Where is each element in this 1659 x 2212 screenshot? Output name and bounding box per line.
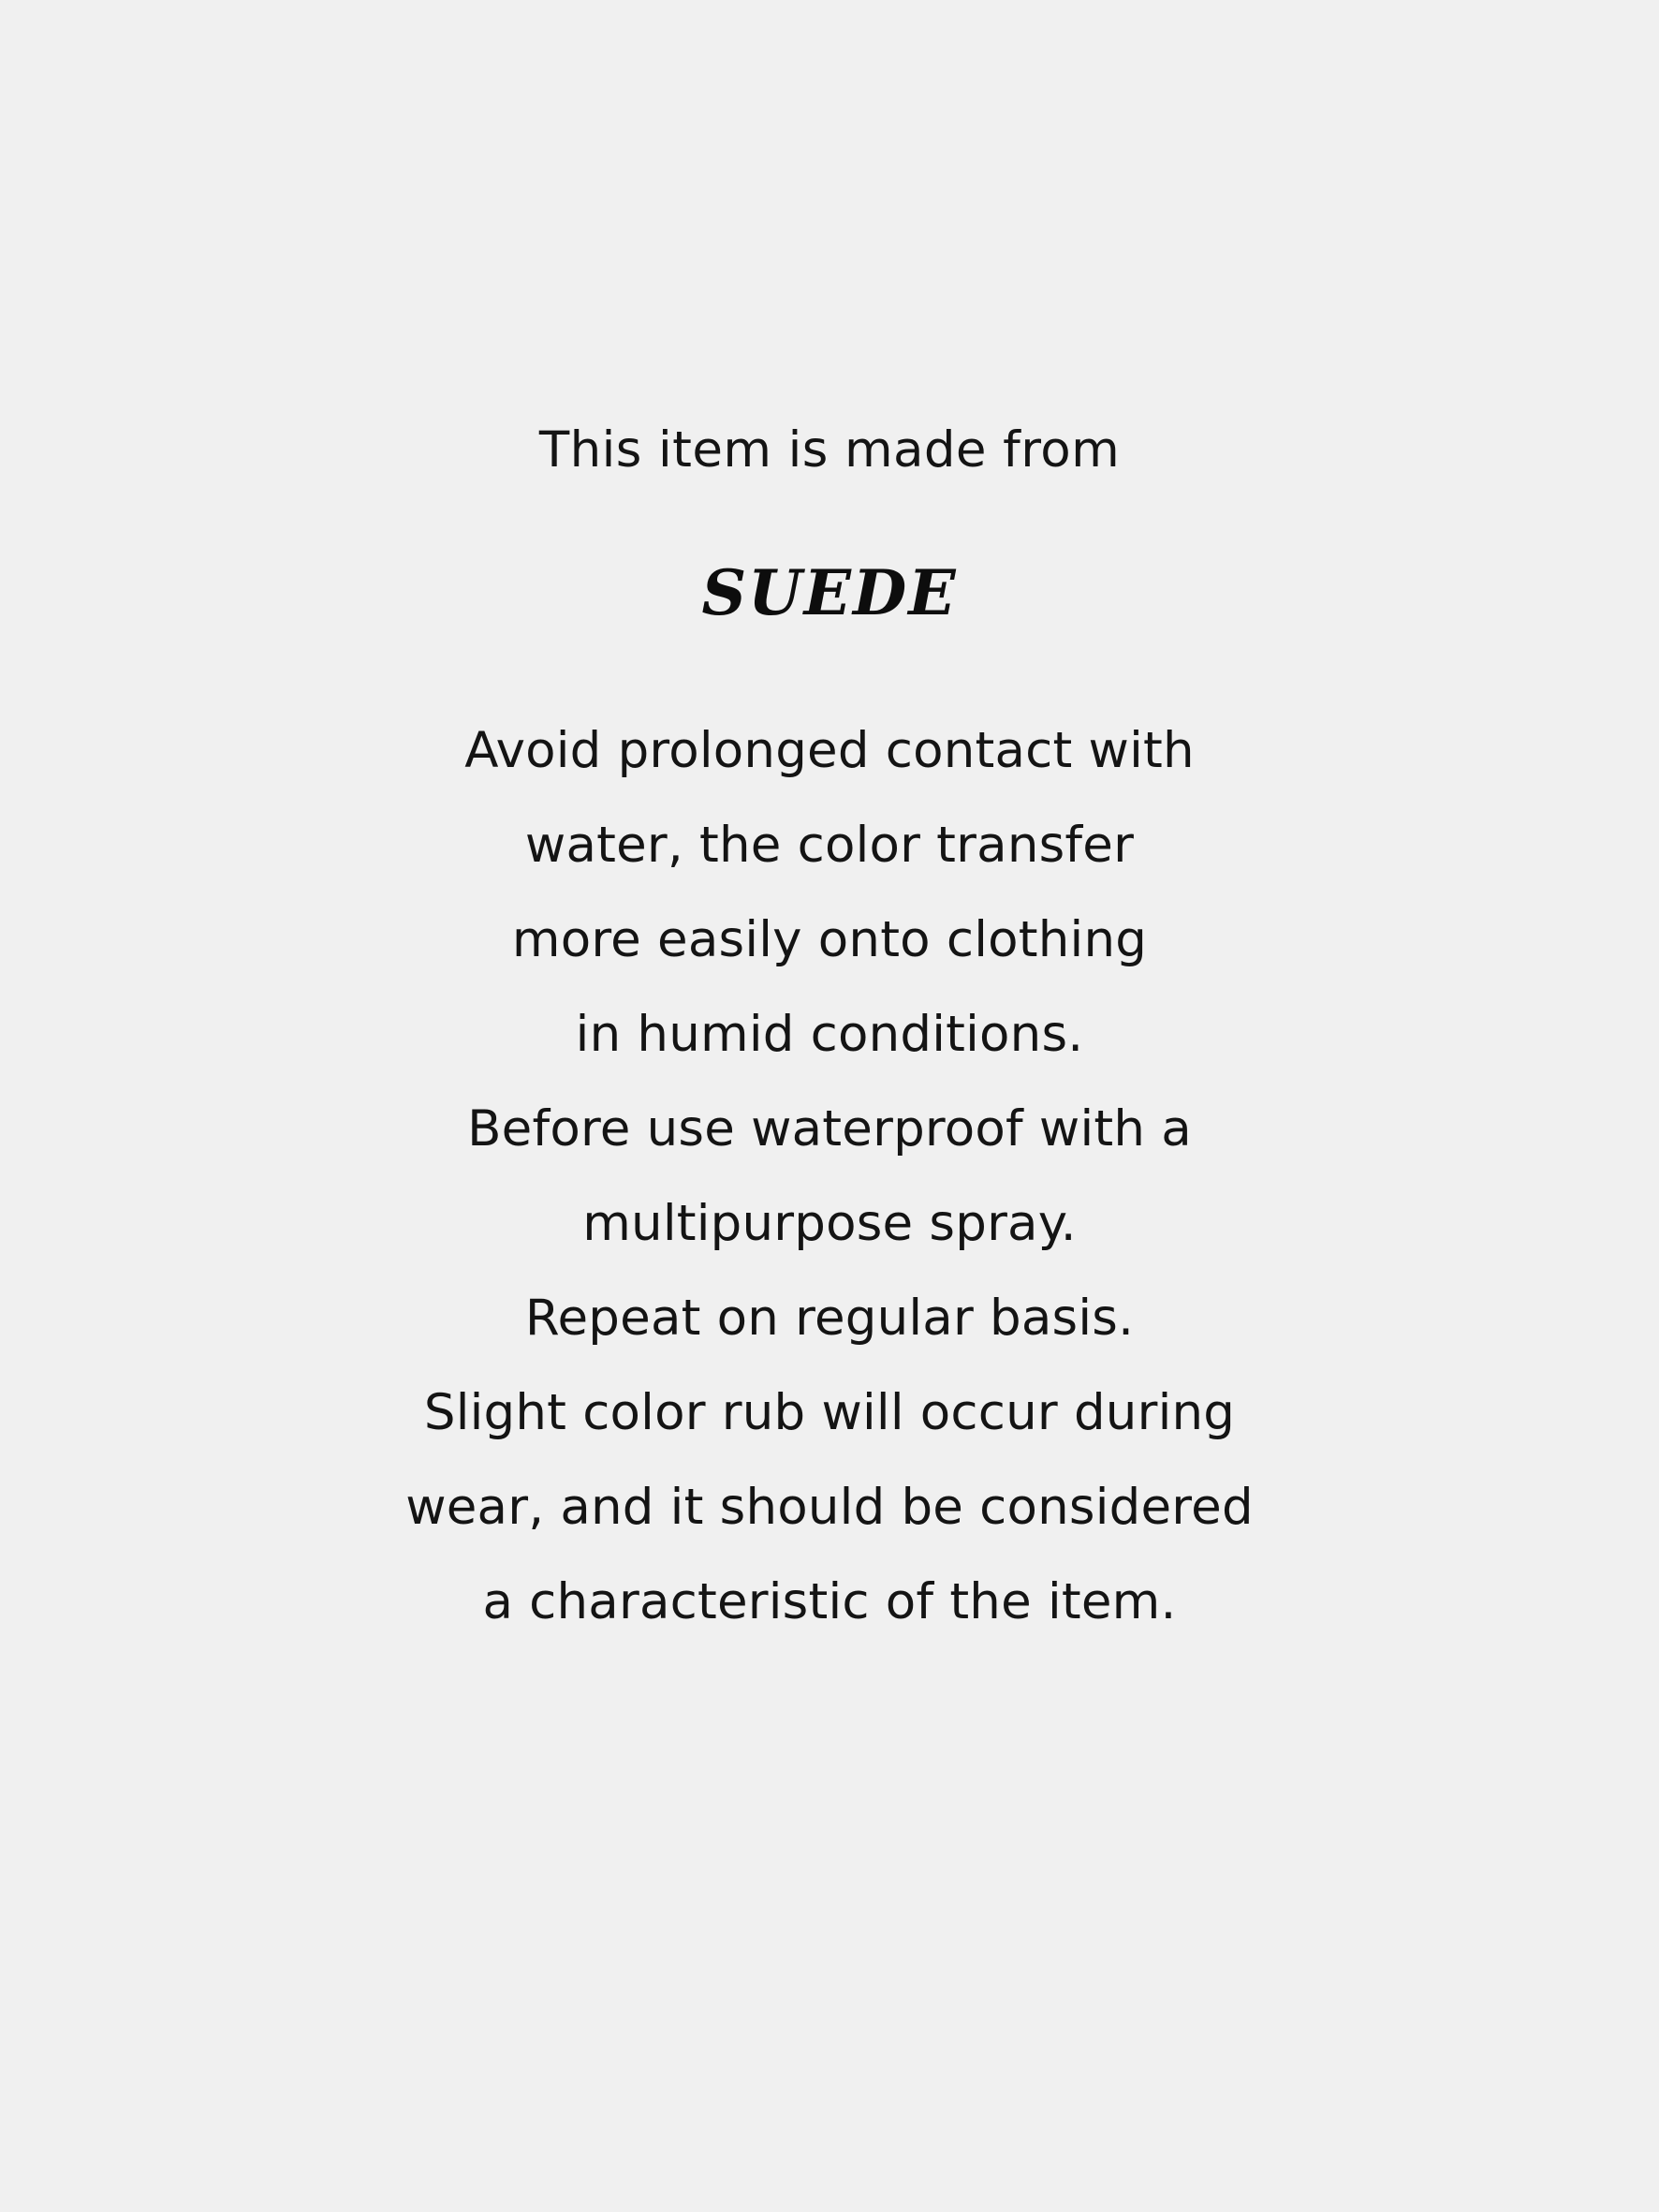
care-line: a characteristic of the item. (482, 1573, 1177, 1631)
care-line: water, the color transfer (524, 817, 1135, 875)
care-instructions-text (405, 629, 1254, 1649)
care-line: Before use waterproof with a (467, 1100, 1192, 1158)
care-line: multipurpose spray. (582, 1195, 1077, 1253)
care-line: in humid conditions. (575, 1006, 1084, 1064)
material-name: SUEDE (701, 556, 958, 630)
care-line: Avoid prolonged contact with (464, 722, 1195, 780)
care-line: Slight color rub will occur during (423, 1384, 1236, 1442)
care-line: Repeat on regular basis. (524, 1290, 1135, 1348)
intro-text: This item is made from (538, 421, 1121, 479)
care-line: more easily onto clothing (511, 911, 1148, 969)
care-line: wear, and it should be considered (405, 1479, 1254, 1537)
care-instructions-card (277, 423, 1382, 1649)
